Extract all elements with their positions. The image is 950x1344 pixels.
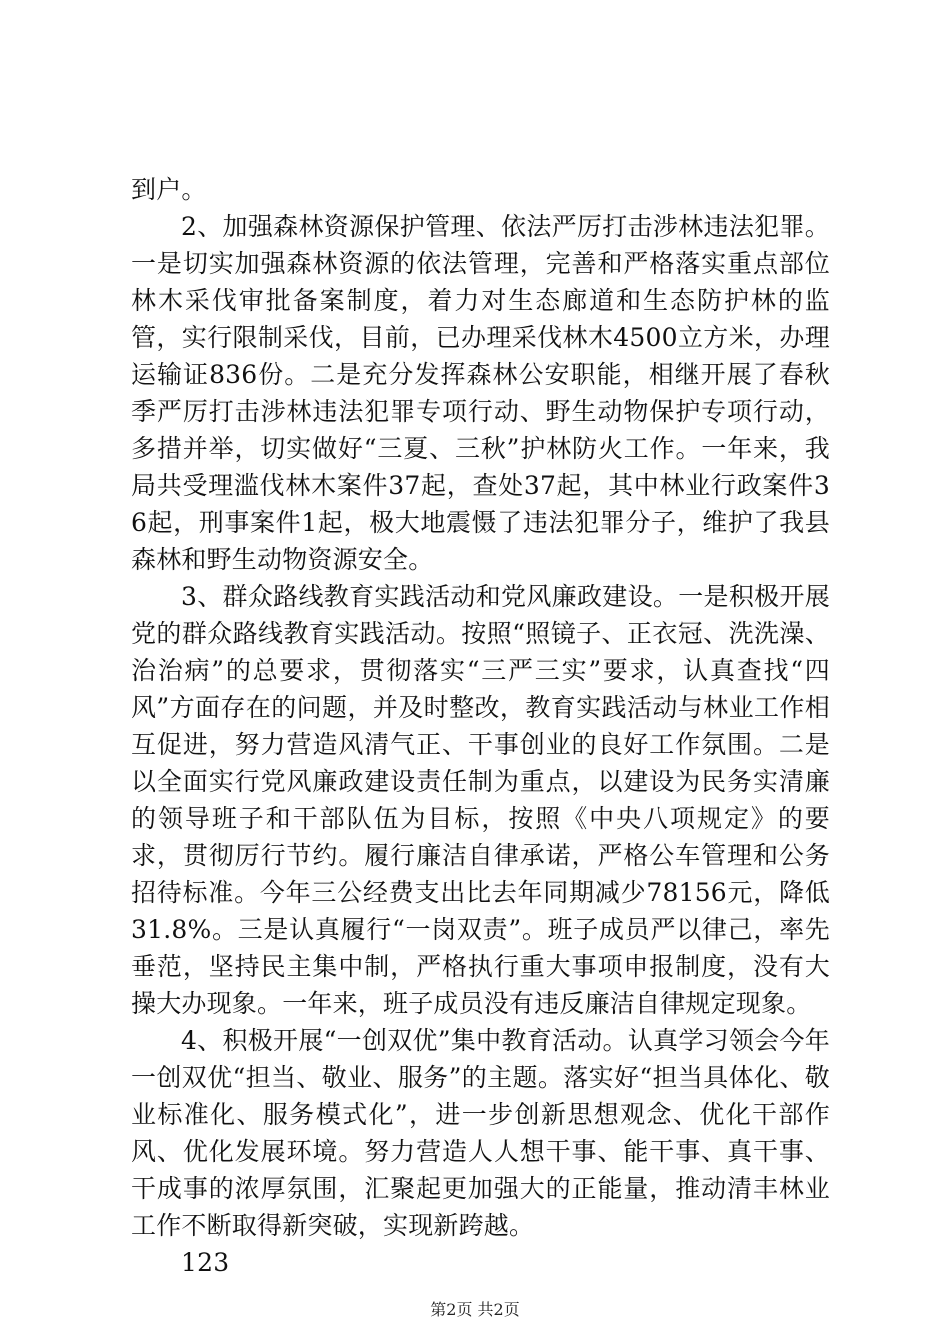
paragraph-continuation: 到户。: [131, 175, 207, 204]
paragraph-party-conduct: 3、群众路线教育实践活动和党风廉政建设。一是积极开展党的群众路线教育实践活动。按照“照镜子、正衣冠、洗洗澡、治治病”的总要求，贯彻落实“三严三实”要求，认真查找“四风”方面存在的问题，并及时整改，教育实践活动与林业工作相互促进，努力营造风清气正、干事创业的良好工作氛围。二是以全面实行党风廉政建设责任制为重点，以建设为民务实清廉的领导班子和干部队伍为目标，按照《中央八项规定》的要求，贯彻厉行节约。履行廉洁自律承诺，严格公车管理和公务招待标准。今年三公经费支出比去年同期减少78156元，降低31.8%。三是认真履行“一岗双责”。班子成员严以律己，率先垂范，坚持民主集中制，严格执行重大事项申报制度，没有大操大办现象。一年来，班子成员没有违反廉洁自律规定现象。: [131, 582, 830, 1018]
page-number-footer: 第2页 共2页: [430, 1300, 520, 1319]
paragraph-education-activity: 4、积极开展“一创双优”集中教育活动。认真学习领会今年一创双优“担当、敬业、服务”的主题。落实好“担当具体化、敬业标准化、服务模式化”，进一步创新思想观念、优化干部作风、优化发展环境。努力营造人人想干事、能干事、真干事、干成事的浓厚氛围，汇聚起更加强大的正能量，推动清丰林业工作不断取得新突破，实现新跨越。: [131, 1026, 830, 1240]
paragraph-forest-protection: 2、加强森林资源保护管理、依法严厉打击涉林违法犯罪。一是切实加强森林资源的依法管理，完善和严格落实重点部位林木采伐审批备案制度，着力对生态廊道和生态防护林的监管，实行限制采伐，目前，已办理采伐林木4500立方米，办理运输证836份。二是充分发挥森林公安职能，相继开展了春秋季严厉打击涉林违法犯罪专项行动、野生动物保护专项行动，多措并举，切实做好“三夏、三秋”护林防火工作。一年来，我局共受理滥伐林木案件37起，查处37起，其中林业行政案件36起，刑事案件1起，极大地震慑了违法犯罪分子，维护了我县森林和野生动物资源安全。: [131, 212, 830, 574]
document-body: [131, 171, 830, 1281]
paragraph-number: 123: [181, 1248, 230, 1277]
